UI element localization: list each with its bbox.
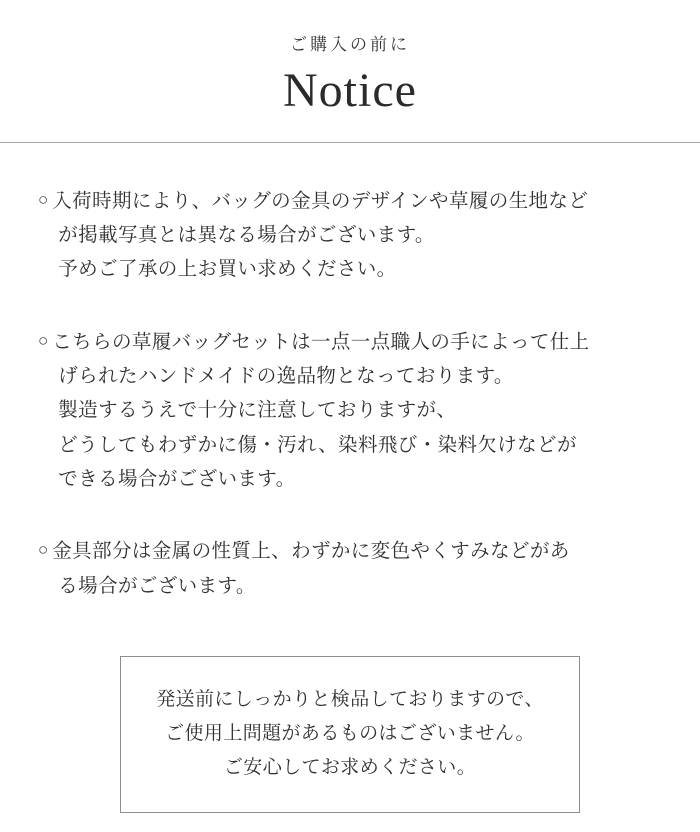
list-bullet-icon: ○ (38, 189, 49, 209)
text-line: る場合がございます。 (58, 575, 256, 597)
list-item (38, 326, 662, 498)
text-line: 予めご了承の上お買い求めください。 (58, 259, 397, 281)
assurance-callout (120, 656, 580, 813)
text-line: 製造するうえで十分に注意しておりますが、 (58, 400, 457, 422)
text-line: できる場合がございます。 (58, 468, 296, 490)
list-item-text (52, 535, 662, 604)
text-line: ご安心してお求めください。 (223, 756, 477, 778)
text-line: こちらの草履バッグセットは一点一点職人の手によって仕上 (52, 331, 590, 353)
text-line: どうしてもわずかに傷・汚れ、染料飛び・染料欠けなどが (58, 434, 577, 456)
page-title: Notice (283, 64, 417, 117)
text-line: 入荷時期により、バッグの金具のデザインや草履の生地など (52, 190, 589, 212)
text-line: 発送前にしっかりと検品しておりますので、 (156, 688, 544, 710)
header-kicker: ご購入の前に (290, 35, 410, 54)
text-line: げられたハンドメイドの逸品物となっております。 (58, 366, 514, 388)
list-bullet-icon: ○ (38, 330, 49, 350)
list-bullet-icon: ○ (38, 540, 49, 560)
list-item (38, 535, 662, 604)
text-line: ご使用上問題があるものはございません。 (165, 722, 535, 744)
list-item (38, 185, 662, 288)
text-line: 金具部分は金属の性質上、わずかに変色やくすみなどがあ (52, 541, 570, 563)
list-item-text (52, 326, 662, 498)
callout-container (0, 656, 700, 813)
text-line: が掲載写真とは異なる場合がございます。 (58, 225, 435, 247)
notice-list (0, 143, 700, 604)
page-header (0, 0, 700, 143)
list-item-text (52, 185, 662, 288)
